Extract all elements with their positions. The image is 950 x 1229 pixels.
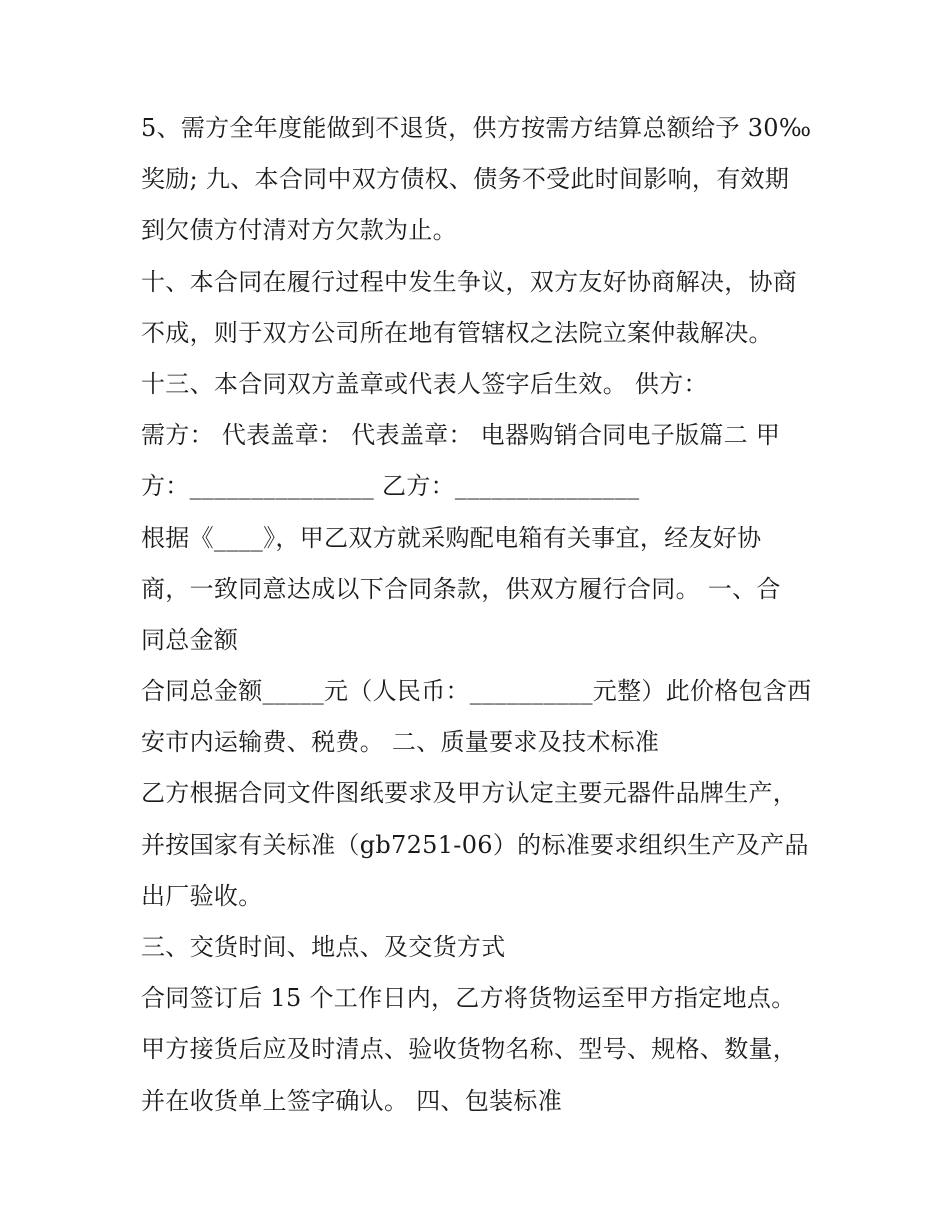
text-line: 不成，则于双方公司所在地有管辖权之法院立案仲裁解决。 bbox=[141, 318, 773, 347]
text-line: 甲方接货后应及时清点、验收货物名称、型号、规格、数量， bbox=[141, 1035, 798, 1064]
text-line: 合同签订后 15 个工作日内，乙方将货物运至甲方指定地点。 bbox=[141, 984, 796, 1013]
text-line: 到欠债方付清对方欠款为止。 bbox=[141, 216, 457, 245]
text-line: 乙方根据合同文件图纸要求及甲方认定主要元器件品牌生产， bbox=[141, 779, 798, 808]
text-line: 安市内运输费、税费。 二、质量要求及技术标准 bbox=[141, 728, 660, 757]
text-line: 十、本合同在履行过程中发生争议，双方友好协商解决，协商 bbox=[141, 267, 798, 296]
text-line: 5、需方全年度能做到不退货，供方按需方结算总额给予 30‰ bbox=[141, 114, 812, 142]
text-line: 三、交货时间、地点、及交货方式 bbox=[141, 933, 506, 961]
document-body bbox=[141, 103, 821, 1127]
text-line: 出厂验收。 bbox=[141, 881, 263, 910]
text-line: 十三、本合同双方盖章或代表人签字后生效。 供方： bbox=[141, 369, 708, 398]
text-line: 根据《____》，甲乙双方就采购配电箱有关事宜，经友好协 bbox=[141, 523, 762, 552]
text-line: 合同总金额_____元（人民币：__________元整）此价格包含西 bbox=[141, 677, 812, 706]
text-line: 需方： 代表盖章： 代表盖章： 电器购销合同电子版篇二 甲 bbox=[141, 421, 781, 450]
text-line: 同总金额 bbox=[141, 625, 239, 654]
text-line: 并在收货单上签字确认。 四、包装标准 bbox=[141, 1086, 563, 1115]
text-line: 并按国家有关标准（gb7251-06）的标准要求组织生产及产品 bbox=[141, 830, 809, 859]
text-line: 方：_______________ 乙方：_______________ bbox=[141, 472, 640, 501]
text-line: 奖励; 九、本合同中双方债权、债务不受此时间影响，有效期 bbox=[141, 165, 790, 194]
text-line: 商，一致同意达成以下合同条款，供双方履行合同。 一、合 bbox=[141, 574, 781, 603]
